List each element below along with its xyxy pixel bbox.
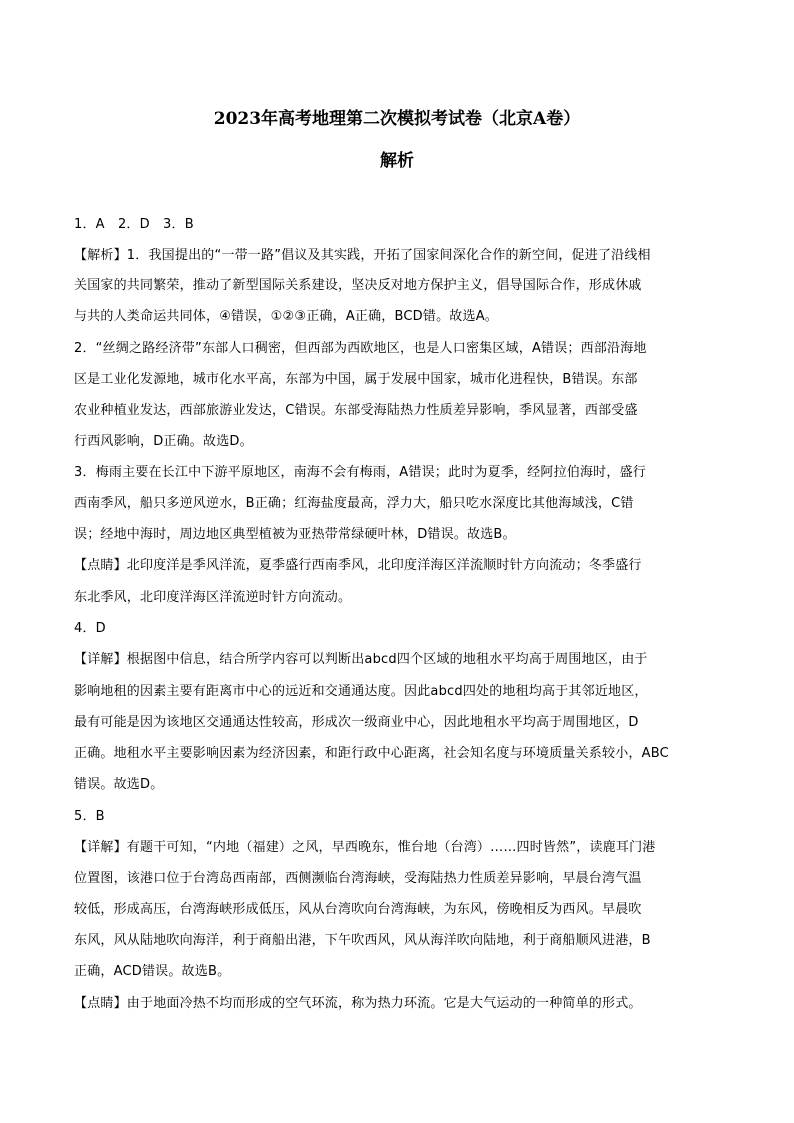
text-line: 正确，ACD错误。故选B。 [74, 964, 231, 979]
text-line: 3．梅雨主要在长江中下游平原地区，南海不会有梅雨，A错误；此时为夏季，经阿拉伯海时，盛行 [74, 465, 646, 480]
text-line: 较低，形成高压，台湾海峡形成低压，风从台湾吹向台湾海峡，为东风，傍晚相反为西风。早晨吹 [74, 902, 642, 917]
text-line: 【解析】1．我国提出的“一带一路”倡议及其实践，开拓了国家间深化合作的新空间，促进了沿线相 [74, 248, 651, 263]
text-line: 与共的人类命运共同体，④错误，①②③正确，A正确，BCD错。故选A。 [74, 309, 498, 324]
text-line: 东风，风从陆地吹向海洋，利于商船出港，下午吹西风，风从海洋吹向陆地，利于商船顺风进港，B [74, 933, 651, 948]
text-line: 农业种植业发达，西部旅游业发达，C错误。东部受海陆热力性质差异影响，季风显著，西部受盛 [74, 403, 638, 418]
text-line: 【点睛】北印度洋是季风洋流，夏季盛行西南季风，北印度洋海区洋流顺时针方向流动；冬季盛行 [74, 558, 642, 573]
text-line: 影响地租的因素主要有距离市中心的远近和交通通达度。因此abcd四处的地租均高于其邻近地区， [74, 684, 648, 699]
text-line: 正确。地租水平主要影响因素为经济因素，和距行政中心距离，社会知名度与环境质量关系较小，ABC [74, 746, 669, 761]
text-line: 【详解】有题干可知，“内地（福建）之风，早西晚东，惟台地（台湾）……四时皆然”，读鹿耳门港 [74, 840, 656, 855]
document-title: 2023年高考地理第二次模拟考试卷（北京A卷） [213, 109, 581, 129]
text-line: 关国家的共同繁荣，推动了新型国际关系建设，坚决反对地方保护主义，倡导国际合作，形成休戚 [74, 278, 642, 293]
text-line: 西南季风，船只多逆风逆水，B正确；红海盐度最高，浮力大，船只吃水深度比其他海域浅，C错 [74, 496, 634, 511]
text-line: 位置图，该港口位于台湾岛西南部，西侧濒临台湾海峡，受海陆热力性质差异影响，早晨台湾气温 [74, 871, 642, 886]
text-line: 行西风影响，D正确。故选D。 [74, 434, 253, 449]
document-subtitle: 解析 [380, 151, 414, 171]
text-line: 最有可能是因为该地区交通通达性较高，形成次一级商业中心，因此地租水平均高于周围地区，D [74, 715, 639, 730]
text-line: 错误。故选D。 [74, 777, 164, 792]
text-line: 1．A 2．D 3．B [74, 217, 194, 232]
text-line: 4．D [74, 621, 106, 636]
text-line: 2．“丝绸之路经济带”东部人口稠密，但西部为西欧地区，也是人口密集区域，A错误；西部沿海地 [74, 341, 647, 356]
text-line: 误；经地中海时，周边地区典型植被为亚热带常绿硬叶林，D错误。故选B。 [74, 527, 516, 542]
text-line: 东北季风，北印度洋海区洋流逆时针方向流动。 [74, 590, 352, 605]
text-line: 区是工业化发源地，城市化水平高，东部为中国，属于发展中国家，城市化进程快，B错误。东部 [74, 372, 638, 387]
text-line: 【详解】根据图中信息，结合所学内容可以判断出abcd四个区域的地租水平均高于周围地区，由于 [74, 652, 648, 667]
text-line: 5．B [74, 809, 105, 824]
text-line: 【点睛】由于地面冷热不均而形成的空气环流，称为热力环流。它是大气运动的一种简单的形式。 [74, 996, 642, 1011]
